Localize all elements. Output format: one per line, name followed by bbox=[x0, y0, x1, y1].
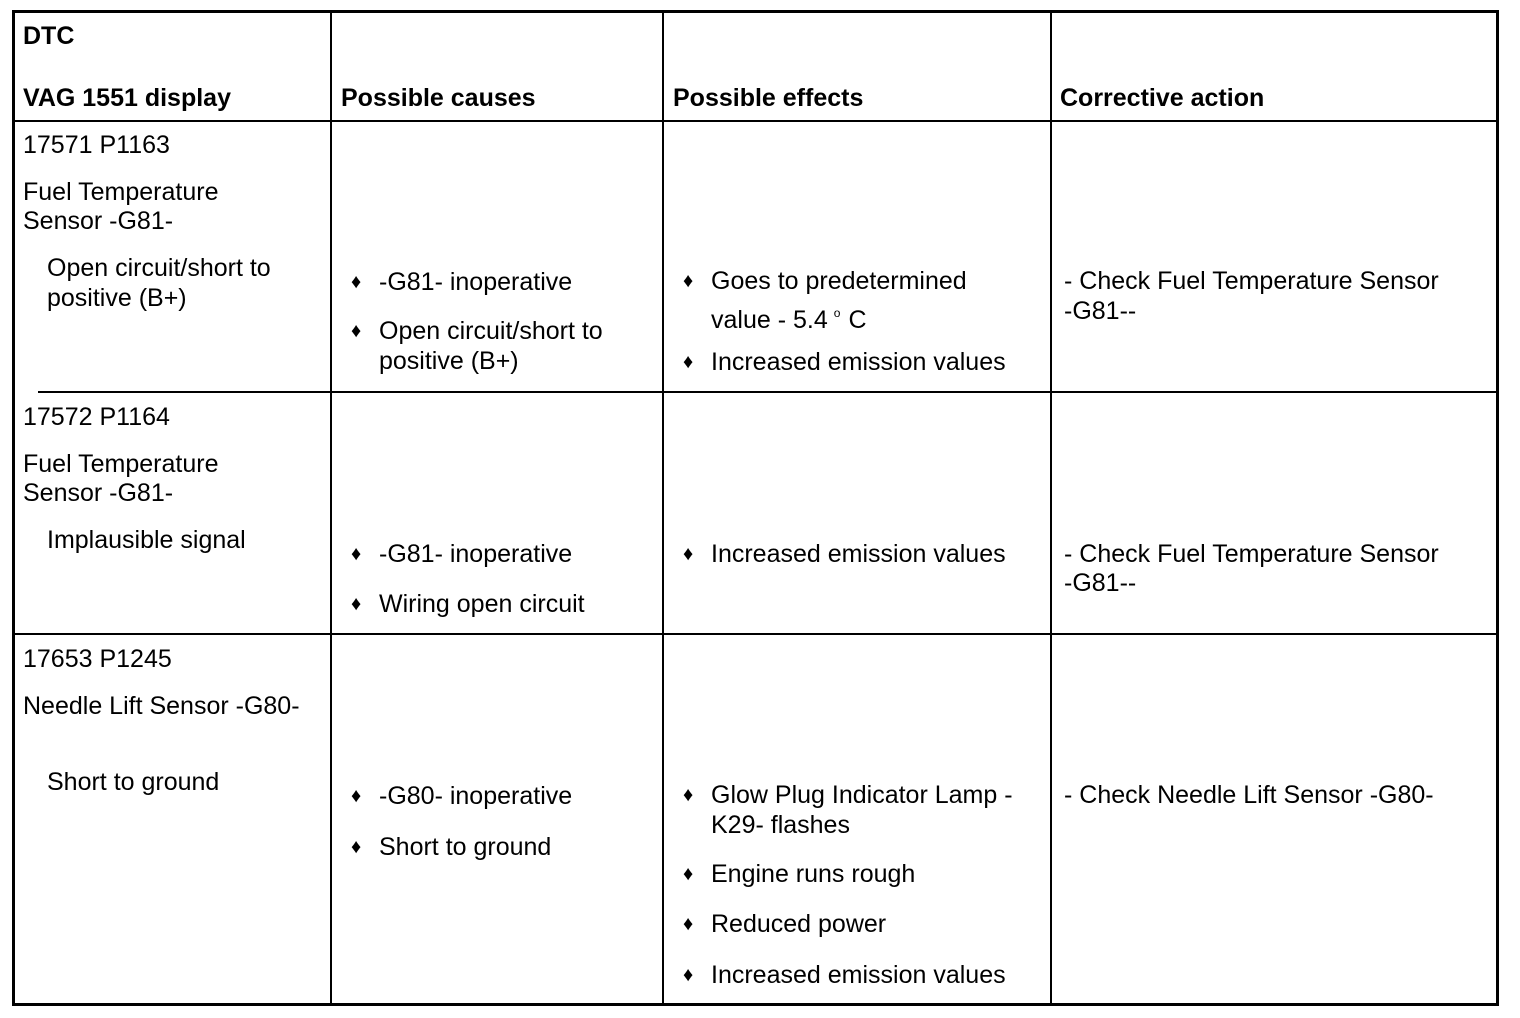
component-name: Sensor -G81- bbox=[23, 479, 174, 507]
corrective-action: -G81-- bbox=[1064, 569, 1137, 597]
header-vag-display: VAG 1551 display bbox=[23, 84, 231, 112]
effect-item: value - 5.4 $^o$ C bbox=[711, 306, 867, 334]
cause-item: -G81- inoperative bbox=[379, 268, 573, 296]
effect-item: Increased emission values bbox=[711, 540, 1006, 568]
bullet-icon: ♦ bbox=[683, 270, 694, 292]
corrective-action: - Check Needle Lift Sensor -G80- bbox=[1064, 781, 1434, 809]
component-name: Needle Lift Sensor -G80- bbox=[23, 692, 300, 720]
bullet-icon: ♦ bbox=[351, 836, 362, 858]
effect-item: Increased emission values bbox=[711, 961, 1006, 989]
header-corrective-action: Corrective action bbox=[1060, 84, 1265, 112]
cause-item: positive (B+) bbox=[379, 347, 519, 375]
dtc-code: 17653 P1245 bbox=[23, 645, 172, 673]
component-name: Sensor -G81- bbox=[23, 207, 174, 235]
cause-item: -G81- inoperative bbox=[379, 540, 573, 568]
bullet-icon: ♦ bbox=[683, 784, 694, 806]
bullet-icon: ♦ bbox=[683, 863, 694, 885]
cause-item: Short to ground bbox=[379, 833, 552, 861]
effect-item: Increased emission values bbox=[711, 348, 1006, 376]
fault-description: Implausible signal bbox=[47, 526, 246, 554]
corrective-action: - Check Fuel Temperature Sensor bbox=[1064, 540, 1439, 568]
dtc-table bbox=[12, 10, 1499, 1006]
bullet-icon: ♦ bbox=[351, 320, 362, 342]
column-divider bbox=[662, 10, 664, 1006]
corrective-action: -G81-- bbox=[1064, 297, 1137, 325]
effect-item: K29- flashes bbox=[711, 811, 850, 839]
dtc-code: 17572 P1164 bbox=[23, 403, 170, 431]
row-divider bbox=[12, 633, 1499, 635]
effect-item: Glow Plug Indicator Lamp - bbox=[711, 781, 1013, 809]
fault-description: Open circuit/short to bbox=[47, 254, 271, 282]
bullet-icon: ♦ bbox=[683, 913, 694, 935]
effect-item: Reduced power bbox=[711, 910, 887, 938]
dtc-code: 17571 P1163 bbox=[23, 131, 170, 159]
component-name: Fuel Temperature bbox=[23, 450, 219, 478]
bullet-icon: ♦ bbox=[351, 543, 362, 565]
header-possible-effects: Possible effects bbox=[673, 84, 864, 112]
fault-description: positive (B+) bbox=[47, 284, 187, 312]
cause-item: -G80- inoperative bbox=[379, 782, 573, 810]
row-divider bbox=[38, 391, 1499, 393]
bullet-icon: ♦ bbox=[683, 543, 694, 565]
corrective-action: - Check Fuel Temperature Sensor bbox=[1064, 267, 1439, 295]
column-divider bbox=[1050, 10, 1052, 1006]
bullet-icon: ♦ bbox=[683, 964, 694, 986]
bullet-icon: ♦ bbox=[351, 593, 362, 615]
bullet-icon: ♦ bbox=[351, 785, 362, 807]
component-name: Fuel Temperature bbox=[23, 178, 219, 206]
column-divider bbox=[330, 10, 332, 1006]
cause-item: Open circuit/short to bbox=[379, 317, 603, 345]
fault-description: Short to ground bbox=[47, 768, 220, 796]
cause-item: Wiring open circuit bbox=[379, 590, 585, 618]
bullet-icon: ♦ bbox=[683, 351, 694, 373]
header-possible-causes: Possible causes bbox=[341, 84, 536, 112]
degree-symbol: o bbox=[833, 306, 841, 320]
header-dtc: DTC bbox=[23, 22, 75, 50]
effect-item: Engine runs rough bbox=[711, 860, 916, 888]
effect-item: Goes to predetermined bbox=[711, 267, 967, 295]
row-divider bbox=[12, 120, 1499, 122]
bullet-icon: ♦ bbox=[351, 271, 362, 293]
